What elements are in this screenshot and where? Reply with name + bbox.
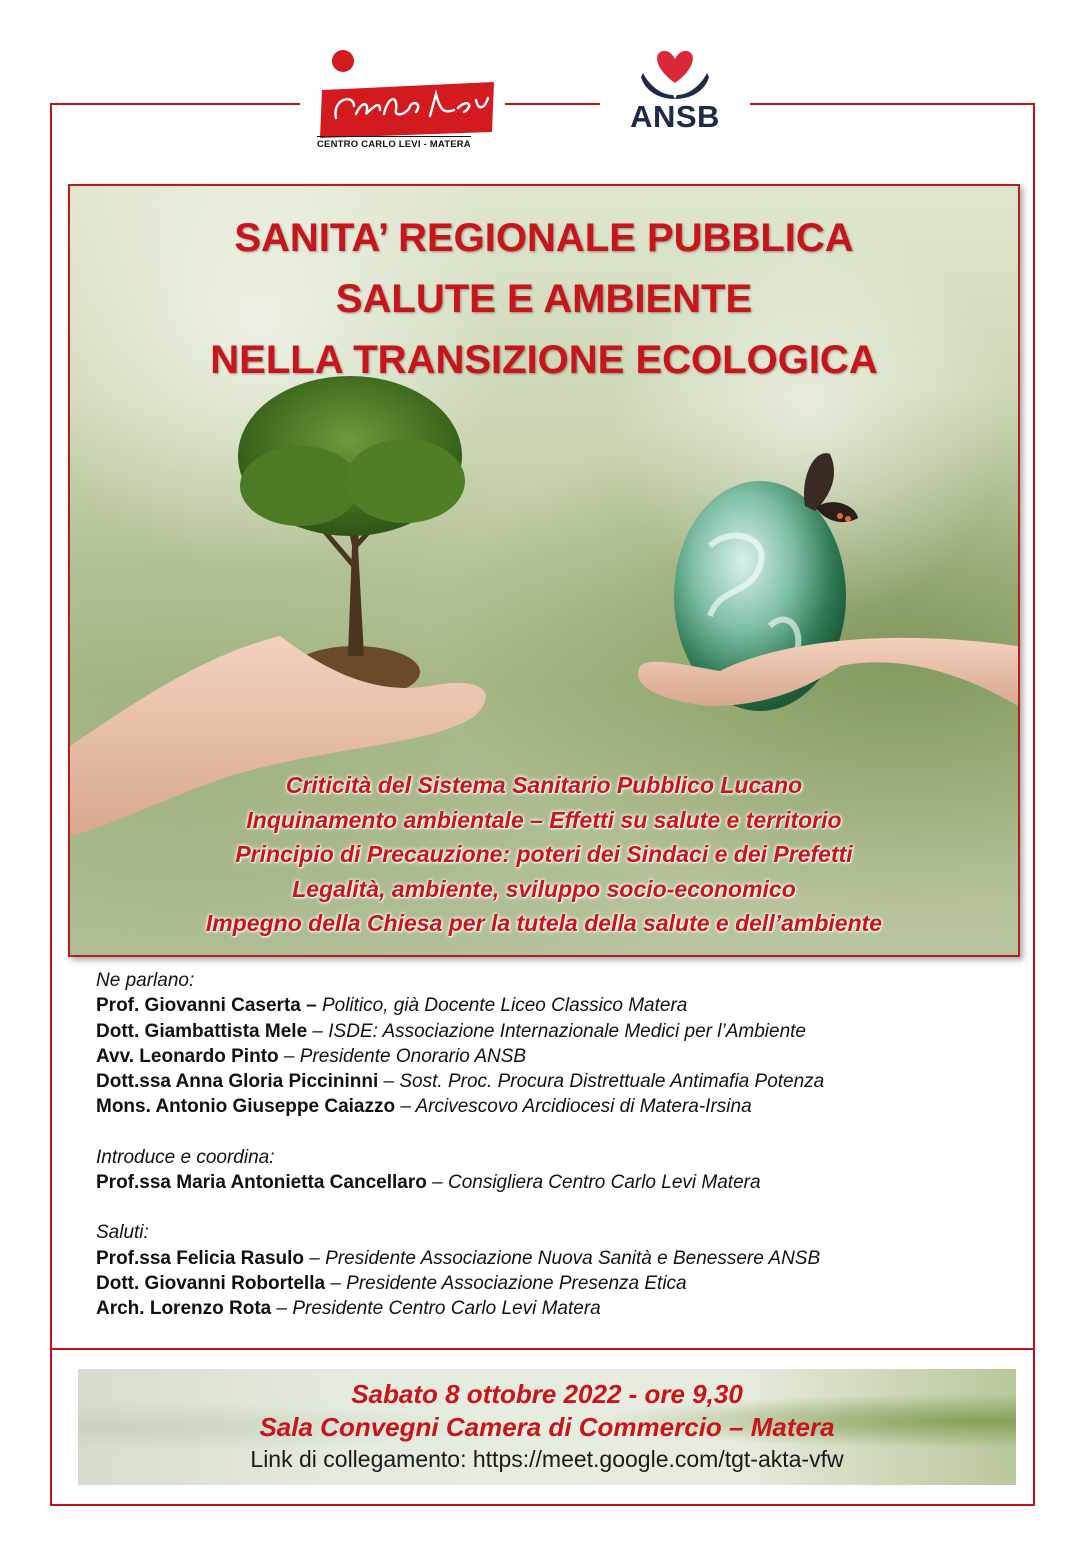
event-details-footer [78, 1369, 1016, 1485]
speaker-row [96, 1019, 1016, 1044]
title-line: SALUTE E AMBIENTE [335, 277, 753, 321]
topic-item: Impegno della Chiesa per la tutela della salute e dell’ambiente [205, 910, 883, 936]
greeting-row [96, 1271, 1016, 1296]
speaker-role: Politico, già Docente Liceo Classico Matera [316, 995, 688, 1017]
moderator-label: Introduce e coordina: [96, 1146, 275, 1168]
greetings-label: Saluti: [96, 1222, 149, 1244]
speaker-row [96, 1044, 1016, 1069]
title-line: SANITA’ REGIONALE PUBBLICA [234, 216, 854, 260]
moderator-name: Prof.ssa Maria Antonietta Cancellaro [96, 1172, 427, 1194]
topic-item: Criticità del Sistema Sanitario Pubblico Lucano [285, 772, 803, 798]
speaker-role: – Arcivescovo Arcidiocesi di Matera-Irsina [395, 1096, 752, 1118]
topic-item: Principio di Precauzione: poteri dei Sindaci e dei Prefetti [235, 841, 853, 867]
carlo-levi-caption: CENTRO CARLO LEVI - MATERA [317, 136, 471, 150]
carlo-levi-logo [312, 45, 497, 153]
topics-list [70, 768, 1018, 941]
topic-item: Legalità, ambiente, sviluppo socio-economico [292, 875, 796, 902]
speaker-row [96, 993, 1016, 1018]
greeting-name: Dott. Giovanni Robortella [96, 1272, 326, 1294]
greeting-role: – Presidente Centro Carlo Levi Matera [271, 1298, 601, 1320]
moderator-role: – Consigliera Centro Carlo Levi Matera [426, 1172, 761, 1194]
greeting-row [96, 1246, 1016, 1271]
event-title [70, 208, 1018, 391]
meeting-link[interactable]: Link di collegamento: https://meet.google.com/tgt-akta-vfw [250, 1446, 844, 1472]
speaker-name: Dott.ssa Anna Gloria Piccininni [96, 1071, 379, 1093]
greeting-role: – Presidente Associazione Presenza Etica [325, 1272, 687, 1294]
footer-divider [50, 1348, 1035, 1350]
speakers-section [96, 968, 1016, 1322]
greeting-role: – Presidente Associazione Nuova Sanità e Benessere ANSB [304, 1247, 821, 1269]
speaker-role: – Sost. Proc. Procura Distrettuale Antimafia Potenza [378, 1071, 825, 1093]
speaker-row [96, 1069, 1016, 1094]
greeting-name: Arch. Lorenzo Rota [96, 1298, 272, 1320]
speaker-name: Avv. Leonardo Pinto [96, 1045, 279, 1067]
ansb-logo [610, 43, 740, 155]
carlo-levi-signature-logo [318, 80, 496, 140]
heart-hands-icon [635, 43, 715, 103]
speakers-label: Ne parlano: [96, 970, 195, 991]
title-line: NELLA TRANSIZIONE ECOLOGICA [210, 338, 878, 382]
logo-dot-icon [332, 50, 354, 72]
moderator-row [96, 1170, 1016, 1195]
event-venue: Sala Convegni Camera di Commercio – Matera [259, 1412, 835, 1442]
speaker-row [96, 1094, 1016, 1119]
event-date-time: Sabato 8 ottobre 2022 - ore 9,30 [351, 1379, 743, 1409]
ansb-wordmark: ANSB [630, 99, 720, 134]
speaker-role: – ISDE: Associazione Internazionale Medici per l’Ambiente [307, 1020, 806, 1042]
speaker-name: Mons. Antonio Giuseppe Caiazzo [96, 1096, 396, 1118]
topic-item: Inquinamento ambientale – Effetti su salute e territorio [246, 806, 842, 833]
speaker-name: Dott. Giambattista Mele [96, 1020, 308, 1042]
speaker-role: – Presidente Onorario ANSB [278, 1045, 527, 1067]
speaker-name: Prof. Giovanni Caserta – [96, 995, 317, 1017]
greeting-row [96, 1296, 1016, 1321]
greeting-name: Prof.ssa Felicia Rasulo [96, 1247, 305, 1269]
hero-banner [68, 184, 1020, 957]
